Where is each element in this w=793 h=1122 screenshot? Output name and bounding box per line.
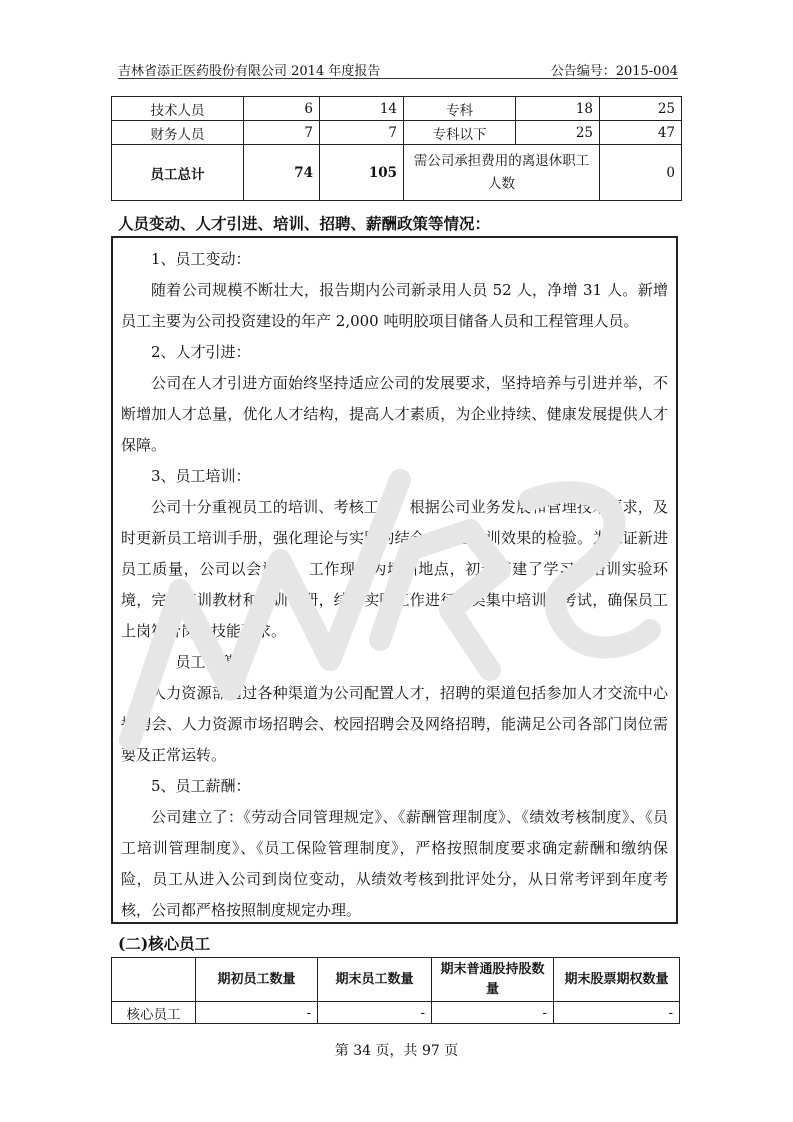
count-start: 6	[244, 97, 320, 121]
table-row	[112, 1002, 680, 1024]
table-row	[112, 121, 682, 145]
staff-education-table	[111, 96, 682, 201]
edu-count-end: 25	[600, 97, 682, 121]
total-end: 105	[320, 145, 404, 201]
column-header: 期末股票期权数量	[554, 958, 680, 1002]
education-label: 专科以下	[404, 121, 516, 145]
paragraph: 随着公司规模不断壮大，报告期内公司新录用人员 52 人，净增 31 人。新增员工主要为公司投资建设的年产 2,000 吨明胶项目储备人员和工程管理人员。	[121, 281, 668, 330]
paragraph: 公司在人才引进方面始终坚持适应公司的发展要求，坚持培养与引进并举，不断增加人才总量，优化人才结构，提高人才素质，为企业持续、健康发展提供人才保障。	[121, 374, 668, 454]
paragraph: 人力资源部通过各种渠道为公司配置人才，招聘的渠道包括参加人才交流中心招聘会、人力资源市场招聘会、校园招聘会及网络招聘，能满足公司各部门岗位需要及正常运转。	[121, 684, 668, 764]
paragraph: 2、人才引进：	[151, 343, 251, 361]
edu-count-start: 25	[516, 121, 600, 145]
role-label: 财务人员	[112, 121, 244, 145]
edu-count-end: 47	[600, 121, 682, 145]
retiree-note: 需公司承担费用的离退休职工人数	[404, 145, 600, 201]
education-label: 专科	[404, 97, 516, 121]
total-start: 74	[244, 145, 320, 201]
report-title: 吉林省添正医药股份有限公司 2014 年度报告	[118, 64, 381, 79]
hr-policy-box	[111, 236, 678, 924]
paragraph: 4、员工招聘：	[151, 653, 251, 671]
core-staff-heading: (二)核心员工	[118, 934, 211, 953]
table-header-row	[112, 958, 680, 1002]
paragraph: 5、员工薪酬：	[151, 777, 251, 795]
core-staff-table	[111, 957, 680, 1024]
header-empty	[112, 958, 196, 1002]
retiree-count: 0	[600, 145, 682, 201]
edu-count-start: 18	[516, 97, 600, 121]
column-header: 期末员工数量	[318, 958, 432, 1002]
cell-value: -	[196, 1002, 318, 1024]
announcement-number: 公告编号：2015-004	[550, 64, 678, 79]
row-label: 核心员工	[112, 1002, 196, 1024]
table-row	[112, 97, 682, 121]
section-heading: 人员变动、人才引进、培训、招聘、薪酬政策等情况：	[118, 214, 491, 233]
cell-value: -	[432, 1002, 554, 1024]
count-end: 7	[320, 121, 404, 145]
paragraph: 3、员工培训：	[151, 467, 251, 485]
paragraph: 公司建立了：《劳动合同管理规定》、《薪酬管理制度》、《绩效考核制度》、《员工培训管理制度》、《员工保险管理制度》，严格按照制度要求确定薪酬和缴纳保险，员工从进入公司到岗位变动，从绩效考核到批评处分，从日常考评到年度考核，公司都严格按照制度规定办理。	[121, 808, 668, 919]
column-header: 期初员工数量	[196, 958, 318, 1002]
table-row-total	[112, 145, 682, 201]
column-header: 期末普通股持股数量	[432, 958, 554, 1002]
cell-value: -	[318, 1002, 432, 1024]
page-header	[118, 58, 678, 79]
count-end: 14	[320, 97, 404, 121]
total-label: 员工总计	[112, 145, 244, 201]
paragraph: 1、员工变动：	[151, 250, 251, 268]
cell-value: -	[554, 1002, 680, 1024]
page-footer: 第 34 页，共 97 页	[334, 1043, 459, 1059]
paragraph: 公司十分重视员工的培训、考核工作，根据公司业务发展和管理技术要求，及时更新员工培训手册，强化理论与实践的结合，注重培训效果的检验。为保证新进员工质量，公司以会议室、工作现场为培训地点，初步搭建了学习、培训实验环境，完善培训教材和培训手册，结合实际工作进行分类集中培训和考试，确保员工上岗符合岗位技能要求。	[121, 498, 668, 640]
role-label: 技术人员	[112, 97, 244, 121]
count-start: 7	[244, 121, 320, 145]
